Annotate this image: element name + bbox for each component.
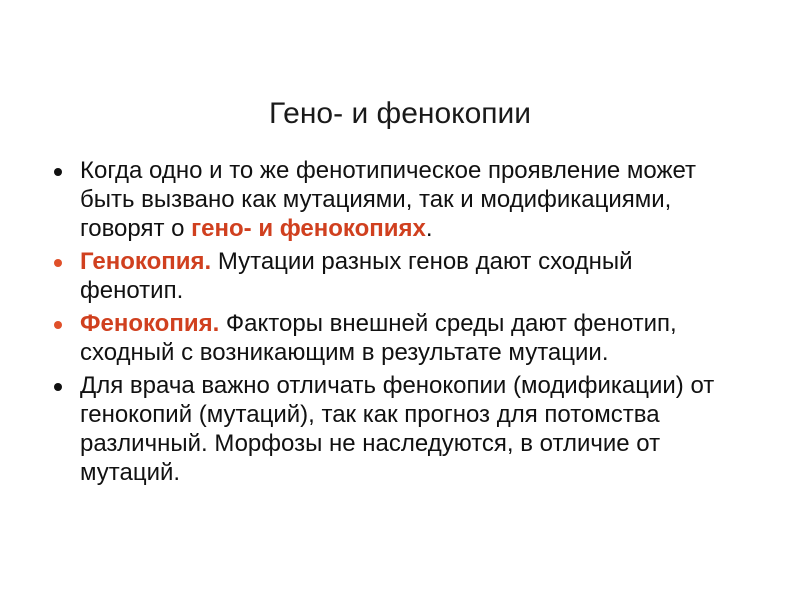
bullet-text-end: .	[425, 215, 433, 242]
bullet-dot-icon	[54, 259, 62, 267]
bullet-text: Факторы внешней среды дают фенотип, сходный с возникающим в результате мутации.	[80, 310, 677, 366]
bullet-highlight: гено- и фенокопиях	[191, 215, 426, 242]
bullet-highlight: Генокопия.	[80, 248, 212, 275]
bullet-text: Когда одно и то же фенотипическое проявление может быть вызвано как мутациями, так и модификациями, говорят о	[80, 157, 697, 242]
bullet-item	[52, 156, 742, 243]
bullet-item	[52, 247, 742, 305]
bullet-text: Мутации разных генов дают сходный фенотип.	[80, 248, 633, 304]
bullet-dot-icon	[54, 321, 62, 329]
bullet-text: Для врача важно отличать фенокопии (модификации) от генокопий (мутаций), так как прогноз для потомства различный. Морфозы не наследуются, в отличие от мутаций.	[80, 372, 715, 486]
bullet-highlight: Фенокопия.	[80, 310, 220, 337]
bullet-dot-icon	[54, 383, 62, 391]
bullet-item	[52, 371, 742, 487]
bullet-dot-icon	[54, 168, 62, 176]
bullet-list	[52, 156, 742, 491]
slide-title: Гено- и фенокопии	[268, 97, 532, 130]
bullet-item	[52, 309, 742, 367]
